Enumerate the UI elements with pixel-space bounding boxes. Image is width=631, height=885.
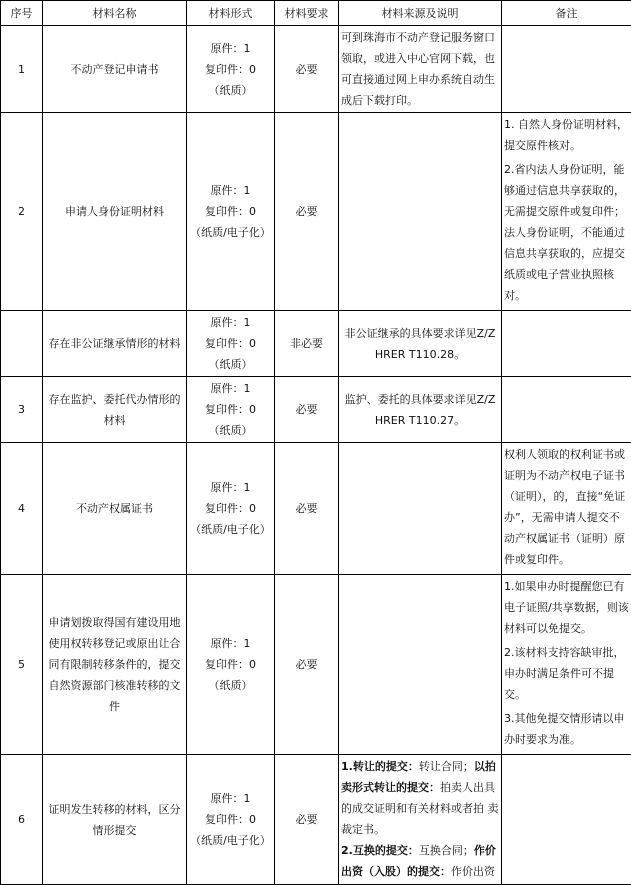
- row-name: 不动产权属证书: [43, 443, 187, 575]
- table-row: [1, 113, 631, 311]
- form-type: （纸质）: [189, 675, 272, 696]
- row-notes: [502, 113, 631, 311]
- row-name: 存在监护、委托代办情形的材料: [43, 377, 187, 443]
- row-source: [339, 443, 502, 575]
- row-req: 必要: [275, 755, 339, 885]
- note-item: 3.其他免提交情形请以申办时要求为准。: [504, 708, 629, 750]
- source-heading: 2.互换的提交：: [341, 844, 419, 857]
- note-item: 2.该材料支持容缺审批，申办时满足条件可不提交。: [504, 642, 629, 705]
- form-copy: 复印件：0: [189, 59, 272, 80]
- row-name: 存在非公证继承情形的材料: [43, 311, 187, 377]
- row-source: [339, 755, 502, 885]
- form-type: （纸质/电子化）: [189, 519, 272, 540]
- form-copy: 复印件：0: [189, 809, 272, 830]
- row-source: 非公证继承的具体要求详见Z/ZHRER T110.28。: [339, 311, 502, 377]
- row-req: 非必要: [275, 311, 339, 377]
- row-no: 4: [1, 443, 43, 575]
- row-form: [187, 311, 275, 377]
- form-type: （纸质）: [189, 80, 272, 101]
- row-notes: [502, 755, 631, 885]
- source-heading: 1.转让的提交：: [341, 760, 419, 773]
- row-form: [187, 377, 275, 443]
- note-item: 权利人领取的权利证书或证明为不动产权电子证书（证明），的，直接“免证办”，无需申请人提交不动产权属证书（证明）原件或复印件。: [504, 444, 629, 570]
- row-notes: [502, 443, 631, 575]
- row-no: 5: [1, 575, 43, 755]
- table-row: [1, 26, 631, 113]
- form-original: 原件：1: [189, 180, 272, 201]
- form-original: 原件：1: [189, 312, 272, 333]
- row-req: 必要: [275, 443, 339, 575]
- form-original: 原件：1: [189, 477, 272, 498]
- form-original: 原件：1: [189, 378, 272, 399]
- row-form: [187, 575, 275, 755]
- row-notes: [502, 26, 631, 113]
- row-form: [187, 755, 275, 885]
- row-source: 监护、委托的具体要求详见Z/ZHRER T110.27。: [339, 377, 502, 443]
- row-req: 必要: [275, 377, 339, 443]
- form-copy: 复印件：0: [189, 333, 272, 354]
- row-no: 3: [1, 377, 43, 443]
- table-row: [1, 755, 631, 885]
- form-copy: 复印件：0: [189, 654, 272, 675]
- row-req: 必要: [275, 26, 339, 113]
- row-no: 2: [1, 113, 43, 311]
- note-item: 1.如果申办时提醒您已有电子证照/共享数据，则该材料可以免提交。: [504, 576, 629, 639]
- form-original: 原件：1: [189, 38, 272, 59]
- row-name: 证明发生转移的材料，区分情形提交: [43, 755, 187, 885]
- row-name: 申请划拨取得国有建设用地使用权转移登记或原出让合同有限制转移条件的，提交自然资源部门核准转移的文件: [43, 575, 187, 755]
- row-source: [339, 113, 502, 311]
- note-item: 2.省内法人身份证明，能够通过信息共享获取的，无需提交原件或复印件；法人身份证明，不能通过信息共享获取的，应提交纸质或电子营业执照核对。: [504, 159, 629, 306]
- row-notes: [502, 311, 631, 377]
- row-source: [339, 575, 502, 755]
- row-form: [187, 443, 275, 575]
- row-form: [187, 113, 275, 311]
- table-row: [1, 443, 631, 575]
- form-type: （纸质/电子化）: [189, 830, 272, 851]
- row-name: 申请人身份证明材料: [43, 113, 187, 311]
- source-text: 拍卖人出具的成交证明和有关材料或者拍 卖裁定书。: [341, 781, 499, 836]
- header-notes: 备注: [502, 1, 631, 26]
- form-copy: 复印件：0: [189, 201, 272, 222]
- form-original: 原件：1: [189, 633, 272, 654]
- form-type: （纸质/电子化）: [189, 222, 272, 243]
- row-source: 可到珠海市不动产登记服务窗口领取，或进入中心官网下载，也可直接通过网上申办系统自动生成后下载打印。: [339, 26, 502, 113]
- header-req: 材料要求: [275, 1, 339, 26]
- row-notes: [502, 575, 631, 755]
- header-no: 序号: [1, 1, 43, 26]
- table-row: [1, 575, 631, 755]
- source-heading: 以拍卖形式转让的提交：: [341, 760, 496, 794]
- form-original: 原件：1: [189, 788, 272, 809]
- note-item: 1. 自然人身份证明材料，提交原件核对。: [504, 114, 629, 156]
- row-req: 必要: [275, 575, 339, 755]
- row-notes: [502, 377, 631, 443]
- table-header-row: [1, 1, 631, 26]
- form-type: （纸质）: [189, 354, 272, 375]
- row-no: 6: [1, 755, 43, 885]
- header-form: 材料形式: [187, 1, 275, 26]
- source-text: 转让合同；: [419, 760, 474, 773]
- source-heading: 作价出资（入股）的提交：: [341, 844, 496, 878]
- source-text: 互换合同；: [419, 844, 474, 857]
- source-text: 作价出资: [451, 865, 495, 878]
- table-row: [1, 311, 631, 377]
- row-no: [1, 311, 43, 377]
- form-type: （纸质）: [189, 420, 272, 441]
- header-source: 材料来源及说明: [339, 1, 502, 26]
- form-copy: 复印件：0: [189, 498, 272, 519]
- row-req: 必要: [275, 113, 339, 311]
- header-name: 材料名称: [43, 1, 187, 26]
- row-no: 1: [1, 26, 43, 113]
- row-form: [187, 26, 275, 113]
- form-copy: 复印件：0: [189, 399, 272, 420]
- table-row: [1, 377, 631, 443]
- row-name: 不动产登记申请书: [43, 26, 187, 113]
